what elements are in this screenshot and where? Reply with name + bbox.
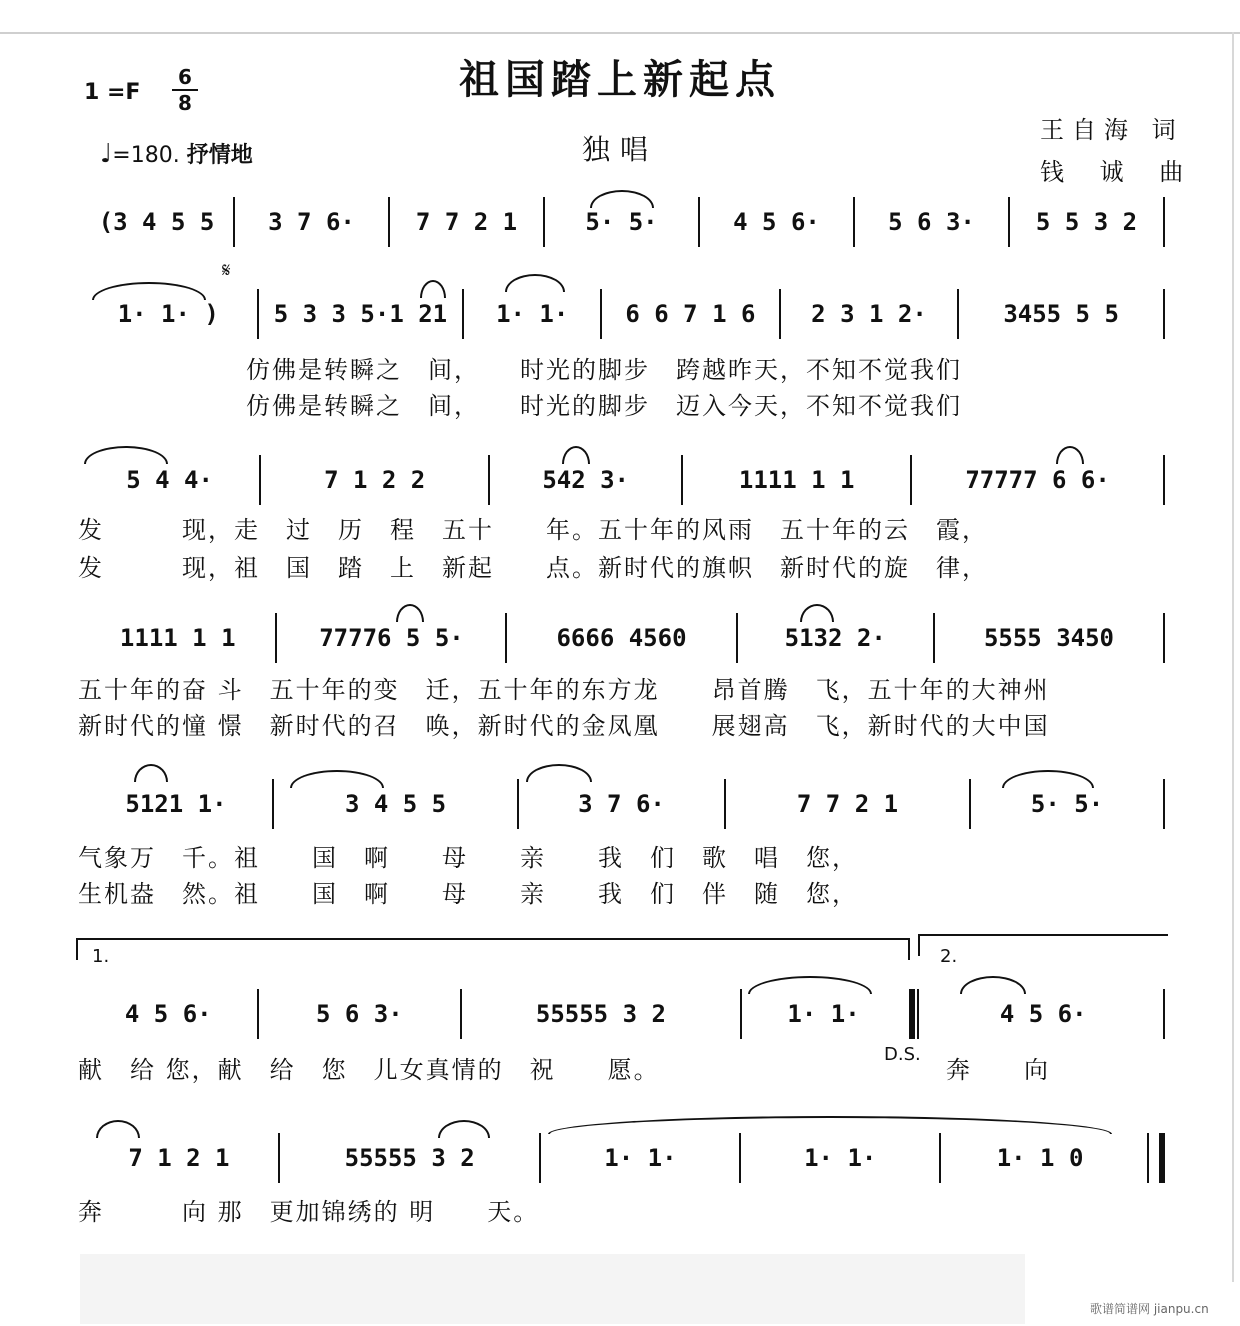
measure: 7 7 2 1 <box>415 208 518 236</box>
ending-2-bracket <box>918 934 1168 936</box>
barline <box>1163 289 1165 339</box>
lyric-line-verse1: 五十年的奋 斗 五十年的变 迁，五十年的东方龙 昂首腾 飞，五十年的大神州 <box>78 676 1050 704</box>
lyric-line-verse1: 献 给 您，献 给 您 儿女真情的 祝 愿。 <box>78 1056 660 1084</box>
repeat-barline <box>905 989 923 1039</box>
tempo-value: =180. <box>112 143 180 168</box>
tie-arc <box>960 976 1026 994</box>
measure: 5 6 3· <box>888 208 975 236</box>
measure: 1111 1 1 <box>119 624 236 652</box>
measure: 5· 5· <box>1030 790 1104 818</box>
expression-mark: 抒情地 <box>186 143 253 168</box>
measure: 6 6 7 1 6 <box>625 300 756 328</box>
lyric-line-verse2: 新时代的憧 憬 新时代的召 唤，新时代的金凤凰 展翅高 飞，新时代的大中国 <box>78 712 1050 740</box>
site-watermark: 歌谱简谱网 jianpu.cn <box>1090 1302 1209 1316</box>
tie-arc <box>800 604 834 622</box>
barline <box>1163 613 1165 663</box>
lyricist-credit: 王自海 词 <box>1040 116 1184 144</box>
measure: 55555 3 2 <box>344 1144 475 1172</box>
ending-2-number: 2. <box>940 946 958 967</box>
barline <box>1163 455 1165 505</box>
lyric-line-verse1: 发 现，走 过 历 程 五十 年。五十年的风雨 五十年的云 霞， <box>78 516 988 544</box>
measure: 542 3· <box>542 466 630 494</box>
ending-1-bracket-left <box>76 938 78 960</box>
key-signature: 1 =F <box>84 80 141 105</box>
measure: 1· 1· <box>496 300 569 328</box>
score-row-7 <box>80 1128 1165 1188</box>
time-signature <box>172 66 198 114</box>
tie-arc <box>1002 770 1094 788</box>
song-title: 祖国踏上新起点 <box>459 56 781 103</box>
measure: 3455 5 5 <box>1003 300 1119 328</box>
measure: 5555 3450 <box>983 624 1114 652</box>
measure: 1· 1· ) <box>117 300 219 328</box>
tie-arc <box>526 764 592 782</box>
measure: 5· 5· <box>585 208 658 236</box>
tie-arc <box>562 446 590 464</box>
measure: 4 5 6· <box>733 208 820 236</box>
tie-arc <box>84 446 168 464</box>
tie-arc <box>420 280 446 298</box>
quarter-note-icon: ♩ <box>100 139 113 169</box>
measure: 4 5 6· <box>999 1000 1087 1028</box>
measure: 1· 1· <box>787 1000 860 1028</box>
da-segno-mark: D.S. <box>884 1044 921 1065</box>
blank-footer-area <box>80 1254 1025 1324</box>
barline <box>1163 197 1165 247</box>
lyric-line-second-ending: 奔 向 <box>946 1056 1050 1084</box>
tie-arc <box>96 1120 140 1138</box>
score-row-2 <box>80 284 1165 344</box>
measure: 4 5 6· <box>124 1000 212 1028</box>
measure: 5 4 4· <box>126 466 213 494</box>
lyric-line-verse1: 气象万 千。祖 国 啊 母 亲 我 们 歌 唱 您， <box>78 844 858 872</box>
measure: 7 1 2 2 <box>324 466 426 494</box>
lyric-line-verse1: 仿佛是转瞬之 间， 时光的脚步 跨越昨天，不知不觉我们 <box>246 356 962 384</box>
measure: 5 6 3· <box>316 1000 403 1028</box>
tie-arc <box>438 1120 490 1138</box>
tie-arc <box>1056 446 1084 464</box>
final-barline <box>1147 1133 1165 1183</box>
ending-1-number: 1. <box>92 946 110 967</box>
measure: 77776 5 5· <box>319 624 464 652</box>
measure: 1111 1 1 <box>738 466 855 494</box>
tie-arc <box>396 604 424 622</box>
measure: 77777 6 6· <box>965 466 1110 494</box>
barline <box>1163 779 1165 829</box>
lyric-line-verse1: 奔 向 那 更加锦绣的 明 天。 <box>78 1198 540 1226</box>
lyric-line-verse2: 仿佛是转瞬之 间， 时光的脚步 迈入今天，不知不觉我们 <box>246 392 962 420</box>
tie-arc <box>505 274 565 292</box>
barline <box>1163 989 1165 1039</box>
measure: 3 7 6· <box>578 790 665 818</box>
ending-1-bracket-right <box>908 938 910 960</box>
score-row-3 <box>80 450 1165 510</box>
measure: 55555 3 2 <box>535 1000 666 1028</box>
lyric-line-verse2: 生机盎 然。祖 国 啊 母 亲 我 们 伴 随 您， <box>78 880 858 908</box>
measure: 1· 1 0 <box>996 1144 1084 1172</box>
ending-2-bracket-left <box>918 934 920 956</box>
song-subtitle: 独唱 <box>581 133 658 166</box>
measure: 7 1 2 1 <box>128 1144 230 1172</box>
page-border-right <box>1232 32 1234 1282</box>
measure: 1· 1· <box>804 1144 877 1172</box>
measure: 5 5 3 2 <box>1035 208 1138 236</box>
segno-sign: 𝄋 <box>222 258 231 282</box>
measure: 1· 1· <box>604 1144 677 1172</box>
measure: 3 7 6· <box>268 208 355 236</box>
page-border-top <box>0 32 1240 34</box>
tie-arc <box>134 764 168 782</box>
tempo-marking <box>100 138 253 169</box>
measure: 5 3 3 5·1 21 <box>273 300 448 328</box>
measure: 5121 1· <box>125 790 227 818</box>
tie-arc <box>548 1116 1112 1134</box>
measure: 5132 2· <box>784 624 886 652</box>
ending-1-bracket <box>76 938 910 940</box>
tie-arc <box>290 770 384 788</box>
measure: 3 4 5 5 <box>344 790 447 818</box>
composer-credit: 钱 诚 曲 <box>1040 158 1198 186</box>
measure: 6666 4560 <box>556 624 687 652</box>
measure: 2 3 1 2· <box>811 300 927 328</box>
lyric-line-verse2: 发 现，祖 国 踏 上 新起 点。新时代的旗帜 新时代的旋 律， <box>78 554 988 582</box>
measure: 7 7 2 1 <box>796 790 899 818</box>
meter-bottom: 8 <box>178 91 192 115</box>
tie-arc <box>748 976 872 994</box>
score-row-4 <box>80 608 1165 668</box>
meter-top: 6 <box>178 65 192 89</box>
measure: (3 4 5 5 <box>98 208 215 236</box>
